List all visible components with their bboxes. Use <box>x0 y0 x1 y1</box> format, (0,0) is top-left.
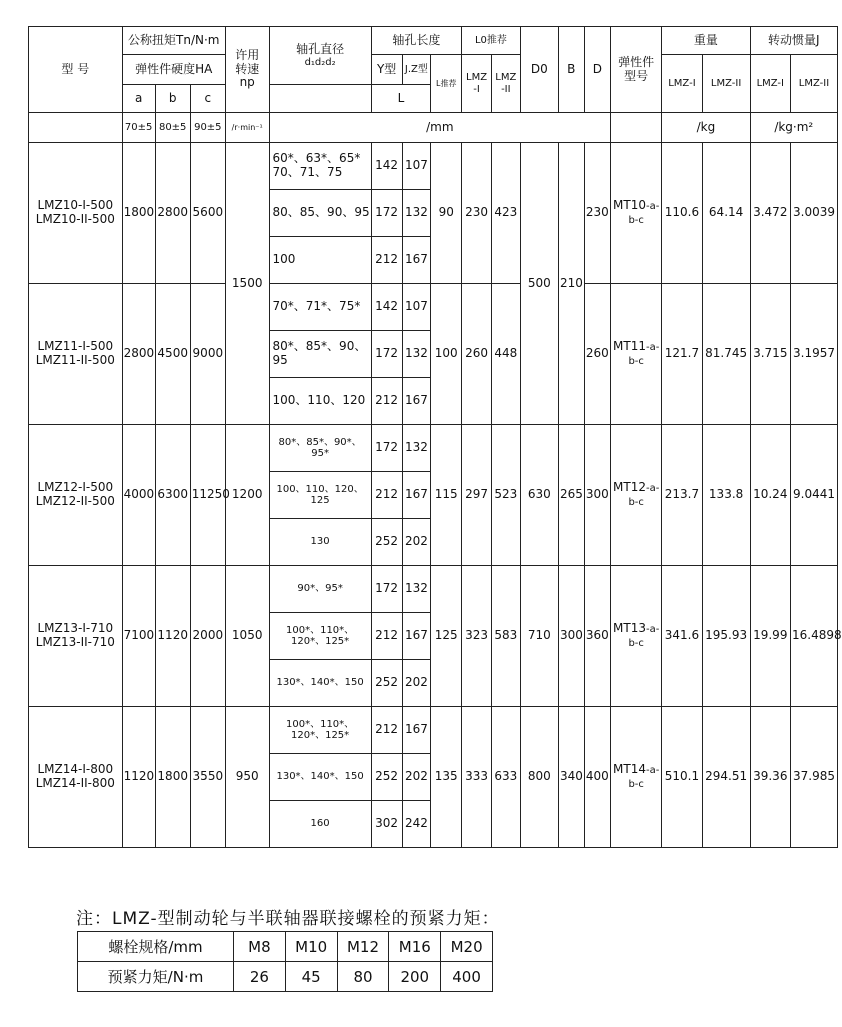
speed-cell: 1200 <box>225 425 269 566</box>
b-header: B <box>559 27 585 113</box>
model-header: 型 号 <box>29 27 123 113</box>
shaft-diameter-header: 轴孔直径 d₁d₂d₂ <box>269 27 371 85</box>
bolt-spec-label: 螺栓规格/mm <box>78 932 234 962</box>
inertia-lmz1-header: LMZ-I <box>750 55 790 113</box>
table-row: 80、85、90、95 172 132 <box>29 190 838 237</box>
elastic-model-cell: MT12-a-b-c <box>611 425 662 566</box>
inertia-header: 转动惯量J <box>750 27 837 55</box>
table-row: 预紧力矩/N·m 26 45 80 200 400 <box>78 962 493 992</box>
mm-unit: /mm <box>269 113 611 143</box>
table-row: 螺栓规格/mm M8 M10 M12 M16 M20 <box>78 932 493 962</box>
table-row: 130*、140*、150 252 202 <box>29 660 838 707</box>
model-cell: LMZ10-I-500 LMZ10-II-500 <box>29 143 123 284</box>
table-row: 100、110、120 212 167 <box>29 378 838 425</box>
hardness-b: b <box>155 85 190 113</box>
speed-header: 许用 转速 np <box>225 27 269 113</box>
table-row: 100、110、120、125 212 167 <box>29 472 838 519</box>
hardness-a: a <box>122 85 155 113</box>
kg-unit: /kg <box>662 113 750 143</box>
units-row: 70±5 80±5 90±5 /r·min⁻¹ /mm /kg /kg·m² <box>29 113 838 143</box>
header-row-1 <box>29 27 838 55</box>
d0-header: D0 <box>520 27 558 113</box>
lmz2-len-header: LMZ -II <box>491 55 520 113</box>
hardness-header: 弹性件硬度HA <box>122 55 225 85</box>
inertia-lmz2-header: LMZ-II <box>791 55 838 113</box>
elastic-model-cell: MT11-a-b-c <box>611 284 662 425</box>
l-rec-header: L推荐 <box>431 55 462 113</box>
weight-lmz1-header: LMZ-I <box>662 55 702 113</box>
weight-lmz2-header: LMZ-II <box>702 55 750 113</box>
d0-cell: 500 <box>520 143 558 425</box>
bolt-torque-table <box>77 931 493 992</box>
hardness-c: c <box>190 85 225 113</box>
bore-length-header: 轴孔长度 <box>371 27 461 55</box>
d-header: D <box>584 27 611 113</box>
table-row: LMZ10-I-500 LMZ10-II-500 1800 2800 5600 1500 60*、63*、65* 70、71、75 142 107 90 230 423 500 210 230 MT10-a-b-c 110.6 64.14 3.472 3.0039 <box>29 143 838 190</box>
table-row: LMZ14-I-800 LMZ14-II-800 1120 1800 3550 950 100*、110*、120*、125* 212 167 135 333 633 800 340 400 MT14-a-b-c 510.1 294.51 39.36 37.985 <box>29 707 838 754</box>
l-header: L <box>371 85 431 113</box>
speed-cell: 1050 <box>225 566 269 707</box>
model-cell: LMZ14-I-800 LMZ14-II-800 <box>29 707 123 848</box>
elastic-model-header: 弹性件 型号 <box>611 27 662 113</box>
weight-header: 重量 <box>662 27 750 55</box>
jz-type-header: J.Z型 <box>402 55 431 85</box>
elastic-model-cell: MT10-a-b-c <box>611 143 662 284</box>
elastic-model-cell: MT13-a-b-c <box>611 566 662 707</box>
torque-header: 公称扭矩Tn/N·m <box>122 27 225 55</box>
table-row: 130*、140*、150 252 202 <box>29 754 838 801</box>
model-cell: LMZ12-I-500 LMZ12-II-500 <box>29 425 123 566</box>
lmz1-len-header: LMZ -I <box>462 55 492 113</box>
table-row: 80*、85*、90、95 172 132 <box>29 331 838 378</box>
y-type-header: Y型 <box>371 55 402 85</box>
table-row: LMZ13-I-710 LMZ13-II-710 7100 1120 2000 1050 90*、95* 172 132 125 323 583 710 300 360 MT13-a-b-c 341.6 195.93 19.99 16.4898 <box>29 566 838 613</box>
model-cell: LMZ13-I-710 LMZ13-II-710 <box>29 566 123 707</box>
header-row-2 <box>29 55 838 85</box>
b-cell: 210 <box>559 143 585 425</box>
table-row: 100*、110*、120*、125* 212 167 <box>29 613 838 660</box>
kgm2-unit: /kg·m² <box>750 113 837 143</box>
table-row: LMZ12-I-500 LMZ12-II-500 4000 6300 11250 1200 80*、85*、90*、95* 172 132 115 297 523 630 265 300 MT12-a-b-c 213.7 133.8 10.24 9.0441 <box>29 425 838 472</box>
bolt-torque-note: 注：LMZ-型制动轮与半联轴器联接螺栓的预紧力矩： <box>76 909 500 929</box>
speed-cell: 1500 <box>225 143 269 425</box>
speed-cell: 950 <box>225 707 269 848</box>
table-row: 160 302 242 <box>29 801 838 848</box>
l0-rec-header: L0推荐 <box>462 27 521 55</box>
coupling-spec-table <box>28 26 842 848</box>
bolt-torque-label: 预紧力矩/N·m <box>78 962 234 992</box>
table-row: LMZ11-I-500 LMZ11-II-500 2800 4500 9000 70*、71*、75* 142 107 100 260 448 260 MT11-a-b-c 121.7 81.745 3.715 3.1957 <box>29 284 838 331</box>
table-row: 130 252 202 <box>29 519 838 566</box>
model-cell: LMZ11-I-500 LMZ11-II-500 <box>29 284 123 425</box>
elastic-model-cell: MT14-a-b-c <box>611 707 662 848</box>
table-row: 100 212 167 <box>29 237 838 284</box>
